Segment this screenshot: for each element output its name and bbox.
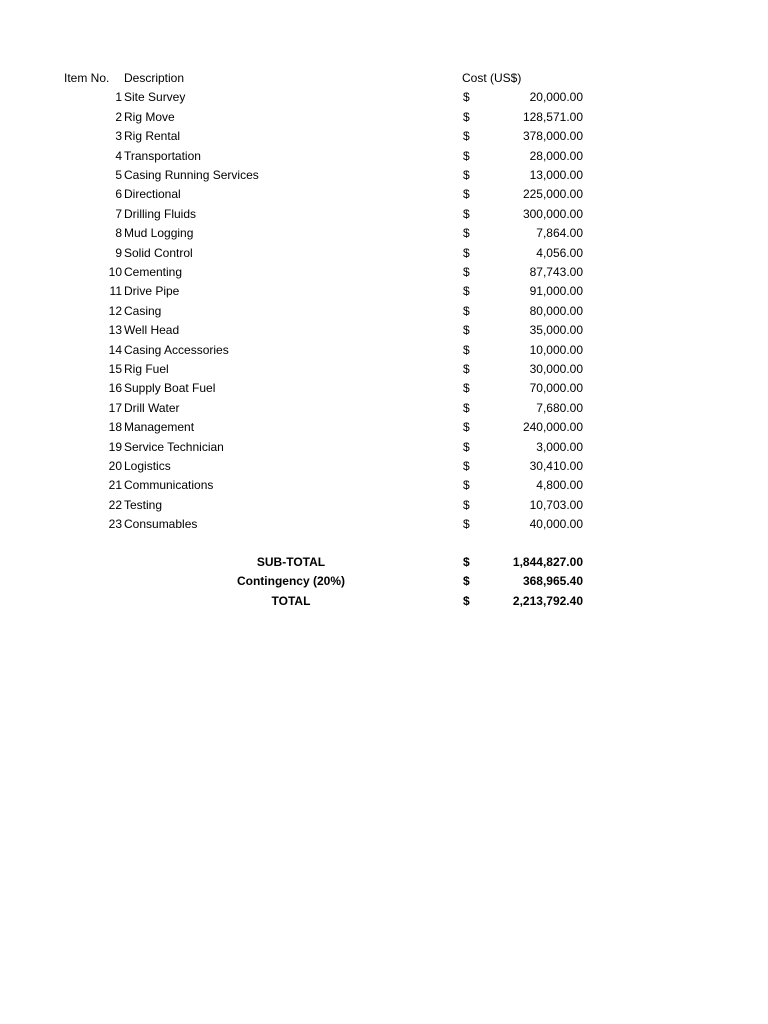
currency-symbol: $ [463, 555, 470, 569]
item-cost: 378,000.00 [522, 129, 583, 144]
currency-symbol: $ [463, 459, 470, 473]
item-cost: 80,000.00 [529, 303, 583, 318]
table-row [0, 185, 768, 204]
item-cost: 225,000.00 [522, 187, 583, 202]
table-row [0, 399, 768, 418]
item-number: 1 [115, 90, 122, 105]
item-number: 22 [108, 497, 122, 512]
item-description: Drill Water [124, 400, 180, 415]
table-row [0, 108, 768, 127]
total-label: TOTAL [271, 593, 311, 608]
subtotal-cost: 1,844,827.00 [512, 555, 583, 569]
currency-symbol: $ [463, 90, 470, 105]
item-number: 12 [108, 303, 122, 318]
table-row [0, 244, 768, 263]
item-cost: 13,000.00 [529, 168, 583, 182]
currency-symbol: $ [463, 265, 470, 279]
item-number: 17 [108, 400, 122, 415]
currency-symbol: $ [463, 362, 470, 376]
item-number: 3 [115, 129, 122, 144]
table-row [0, 321, 768, 340]
item-description: Site Survey [124, 90, 186, 105]
item-description: Service Technician [124, 439, 224, 454]
item-description: Communications [124, 478, 214, 493]
table-row [0, 166, 768, 185]
currency-symbol: $ [463, 303, 470, 318]
item-number: 20 [108, 459, 122, 473]
item-cost: 4,056.00 [536, 245, 583, 260]
item-cost: 70,000.00 [529, 381, 583, 396]
item-cost: 30,000.00 [529, 362, 583, 376]
item-number: 19 [108, 439, 122, 454]
item-cost: 35,000.00 [529, 323, 583, 338]
currency-symbol: $ [463, 226, 470, 241]
currency-symbol: $ [463, 323, 470, 338]
item-cost: 30,410.00 [529, 459, 583, 473]
item-description: Cementing [124, 265, 183, 279]
item-number: 15 [108, 362, 122, 376]
table-row [0, 341, 768, 360]
item-cost: 40,000.00 [529, 517, 583, 532]
currency-symbol: $ [463, 593, 470, 608]
table-row [0, 224, 768, 243]
table-row [0, 147, 768, 166]
item-number: 14 [108, 342, 122, 357]
currency-symbol: $ [463, 206, 470, 221]
description-header: Description [124, 71, 185, 85]
currency-symbol: $ [463, 187, 470, 202]
item-description: Logistics [124, 459, 171, 473]
currency-symbol: $ [463, 400, 470, 415]
table-row [0, 302, 768, 321]
table-row [0, 263, 768, 282]
table-row [0, 360, 768, 379]
item-number: 9 [115, 245, 122, 260]
item-cost: 7,680.00 [536, 400, 583, 415]
table-row [0, 476, 768, 495]
item-description: Consumables [124, 517, 198, 532]
item-cost: 3,000.00 [536, 439, 583, 454]
item-cost: 28,000.00 [529, 148, 583, 163]
item-description: Directional [124, 187, 181, 202]
currency-symbol: $ [463, 245, 470, 260]
currency-symbol: $ [463, 109, 470, 124]
table-row [0, 379, 768, 398]
table-row [0, 457, 768, 476]
item-description: Supply Boat Fuel [124, 381, 216, 396]
item-cost: 300,000.00 [522, 206, 583, 221]
total-row [0, 592, 768, 611]
item-number: 23 [108, 517, 122, 532]
currency-symbol: $ [463, 497, 470, 512]
item-description: Rig Move [124, 109, 175, 124]
item-cost: 20,000.00 [529, 90, 583, 105]
item-number: 8 [115, 226, 122, 241]
table-row [0, 438, 768, 457]
item-no-header: Item No. [64, 71, 110, 85]
item-number: 18 [108, 420, 122, 435]
currency-symbol: $ [463, 420, 470, 435]
item-number: 6 [115, 187, 122, 202]
item-cost: 4,800.00 [536, 478, 583, 493]
item-number: 11 [109, 284, 122, 299]
contingency-cost: 368,965.40 [522, 574, 583, 589]
table-row [0, 496, 768, 515]
cost-header: Cost (US$) [462, 71, 522, 85]
item-number: 10 [108, 265, 122, 279]
item-description: Casing Running Services [124, 168, 259, 182]
contingency-label: Contingency (20%) [236, 574, 345, 589]
currency-symbol: $ [463, 478, 470, 493]
item-description: Well Head [124, 323, 180, 338]
currency-symbol: $ [463, 129, 470, 144]
table-row [0, 515, 768, 534]
item-cost: 10,000.00 [529, 342, 583, 357]
item-description: Casing Accessories [124, 342, 229, 357]
item-cost: 240,000.00 [522, 420, 583, 435]
item-cost: 7,864.00 [536, 226, 583, 241]
table-row [0, 205, 768, 224]
currency-symbol: $ [463, 168, 470, 182]
item-description: Drive Pipe [124, 284, 180, 299]
item-cost: 87,743.00 [529, 265, 583, 279]
item-description: Casing [124, 303, 162, 318]
item-description: Rig Fuel [124, 362, 169, 376]
currency-symbol: $ [463, 574, 470, 589]
item-description: Transportation [124, 148, 201, 163]
item-number: 13 [108, 323, 122, 338]
table-row [0, 418, 768, 437]
table-row [0, 282, 768, 301]
table-row [0, 127, 768, 146]
subtotal-row [0, 553, 768, 572]
contingency-row [0, 572, 768, 591]
item-description: Drilling Fluids [124, 206, 197, 221]
currency-symbol: $ [463, 148, 470, 163]
item-description: Solid Control [124, 245, 193, 260]
subtotal-label: SUB-TOTAL [256, 555, 326, 569]
item-number: 5 [115, 168, 122, 182]
item-cost: 10,703.00 [529, 497, 583, 512]
item-number: 7 [115, 206, 122, 221]
total-cost: 2,213,792.40 [512, 593, 583, 608]
item-description: Rig Rental [124, 129, 181, 144]
table-row [0, 88, 768, 107]
item-description: Testing [124, 497, 163, 512]
item-number: 2 [115, 109, 122, 124]
item-number: 16 [108, 381, 122, 396]
currency-symbol: $ [463, 439, 470, 454]
item-number: 21 [108, 478, 122, 493]
header-row [0, 69, 768, 88]
item-description: Management [124, 420, 195, 435]
item-cost: 128,571.00 [522, 109, 583, 124]
item-cost: 91,000.00 [529, 284, 583, 299]
item-number: 4 [115, 148, 122, 163]
currency-symbol: $ [463, 381, 470, 396]
currency-symbol: $ [463, 284, 470, 299]
item-description: Mud Logging [124, 226, 194, 241]
currency-symbol: $ [463, 342, 470, 357]
currency-symbol: $ [463, 517, 470, 532]
